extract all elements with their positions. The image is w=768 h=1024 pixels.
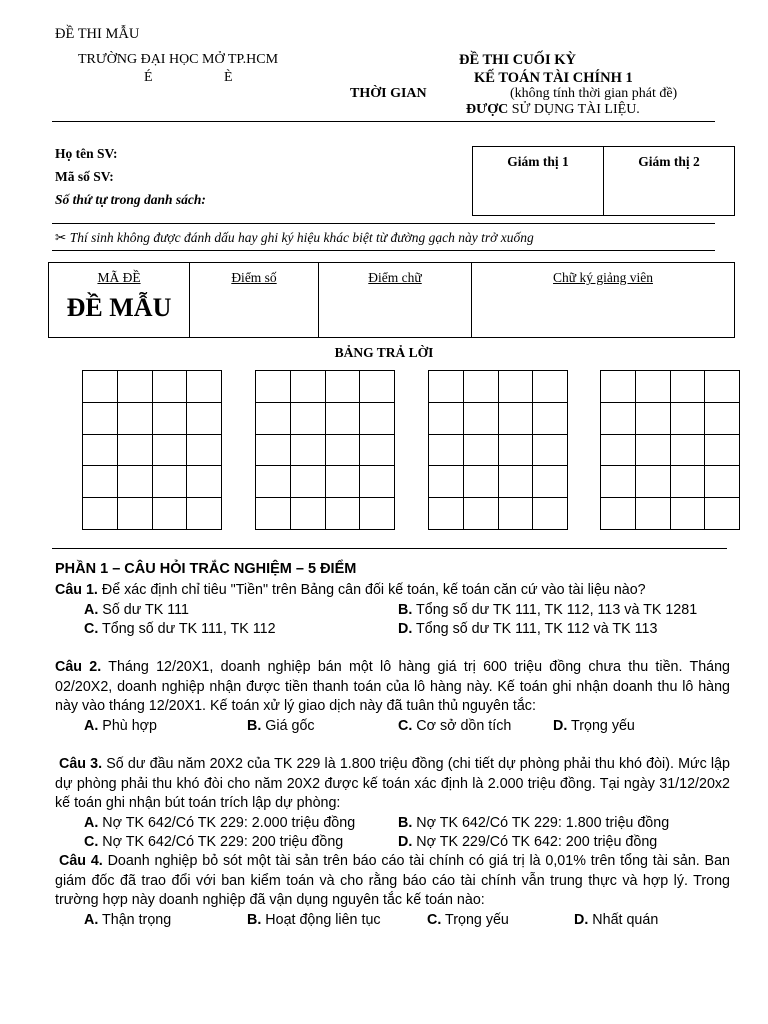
proctor-2-label: Giám thị 2	[638, 154, 700, 169]
cut-line-text: Thí sinh không được đánh dấu hay ghi ký hiệu khác biệt từ đường gạch này trở xuống	[69, 230, 534, 245]
question-4	[55, 852, 730, 911]
exam-code-value: ĐỀ MẪU	[66, 293, 172, 322]
question-3-number: Câu 3.	[59, 756, 103, 772]
time-note: (không tính thời gian phát đề)	[510, 86, 678, 101]
score-box	[48, 262, 735, 338]
question-2	[55, 658, 730, 717]
exam-title: ĐỀ THI CUỐI KỲ	[459, 52, 576, 68]
exam-code-label: MÃ ĐỀ	[97, 270, 141, 285]
q2-option-b[interactable]: B. Giá gốc	[247, 718, 315, 734]
exam-sample-label: ĐỀ THI MẪU	[55, 26, 140, 42]
q4-option-d[interactable]: D. Nhất quán	[574, 912, 659, 928]
proctor-1-label: Giám thị 1	[507, 154, 569, 169]
question-3-text: Số dư đầu năm 20X2 của TK 229 là 1.800 triệu đồng (chi tiết dự phòng phải thu khó đòi). Mức lập dự phòng phải thu khó đòi cho năm 20X2 được kế toán xác định là 2.000 triệu đồng. Tại ngày 31/12/20x2 kế toán ghi nhận bút toán trích lập dự phòng:	[55, 756, 730, 811]
student-order-label: Số thứ tự trong danh sách:	[55, 192, 206, 207]
question-3	[55, 755, 730, 814]
section-divider	[52, 548, 727, 549]
materials-note	[466, 102, 640, 118]
answer-grid-4[interactable]	[600, 370, 740, 530]
q4-option-b[interactable]: B. Hoạt động liên tục	[247, 912, 381, 928]
question-4-number: Câu 4.	[59, 853, 103, 869]
materials-allowed: ĐƯỢC	[466, 102, 509, 117]
student-name-label: Họ tên SV:	[55, 146, 118, 161]
q3-option-d[interactable]: D. Nợ TK 229/Có TK 642: 200 triệu đồng	[398, 834, 658, 850]
q3-option-b[interactable]: B. Nợ TK 642/Có TK 229: 1.800 triệu đồng	[398, 815, 670, 831]
scissors-icon: ✂	[55, 230, 67, 245]
cut-line-bottom	[52, 250, 715, 251]
q2-option-c[interactable]: C. Cơ sở dồn tích	[398, 718, 512, 734]
cut-line-note	[55, 230, 534, 246]
q1-option-c[interactable]: C. Tổng số dư TK 111, TK 112	[84, 621, 276, 637]
answer-grid-3[interactable]	[428, 370, 568, 530]
answer-grid-1[interactable]	[82, 370, 222, 530]
question-1-number: Câu 1.	[55, 582, 98, 598]
question-2-number: Câu 2.	[55, 659, 102, 675]
university-sub-mark-1: É	[144, 70, 153, 85]
cut-line-top	[52, 223, 715, 224]
lecturer-signature-label: Chữ ký giảng viên	[553, 270, 653, 285]
question-4-text: Doanh nghiệp bỏ sót một tài sản trên báo cáo tài chính có giá trị là 0,01% trên tổng tài sản. Ban giám đốc đã trao đổi với ban kiểm toán và cho rằng báo cáo tài chính vẫn trung thực và hợp lý. Trong trường hợp này doanh nghiệp đã vận dụng nguyên tắc kế toán nào:	[55, 853, 730, 908]
university-sub-mark-2: È	[224, 70, 233, 85]
proctor-signature-box	[472, 146, 735, 216]
q4-option-c[interactable]: C. Trọng yếu	[427, 912, 509, 928]
score-words-label: Điểm chữ	[368, 270, 422, 285]
header-divider	[52, 121, 715, 122]
question-2-text: Tháng 12/20X1, doanh nghiệp bán một lô hàng giá trị 600 triệu đồng chưa thu tiền. Tháng 02/20X2, doanh nghiệp nhận được tiền thanh toán của lô hàng này. Kế toán ghi nhận doanh thu lô hàng này vào tháng 12/20X1. Kế toán xử lý giao dịch này đã tuân thủ nguyên tắc:	[55, 659, 731, 714]
university-name: TRƯỜNG ĐẠI HỌC MỞ TP.HCM	[78, 52, 279, 67]
question-1	[55, 581, 730, 601]
materials-text: SỬ DỤNG TÀI LIỆU.	[511, 102, 640, 117]
answer-grid-2[interactable]	[255, 370, 395, 530]
section-title: PHẦN 1 – CÂU HỎI TRẮC NGHIỆM – 5 ĐIỂM	[55, 561, 357, 577]
subject-title: KẾ TOÁN TÀI CHÍNH 1	[474, 70, 633, 86]
q1-option-b[interactable]: B. Tổng số dư TK 111, TK 112, 113 và TK 1281	[398, 602, 698, 618]
q2-option-d[interactable]: D. Trọng yếu	[553, 718, 635, 734]
score-number-label: Điểm số	[231, 270, 277, 285]
q3-option-c[interactable]: C. Nợ TK 642/Có TK 229: 200 triệu đồng	[84, 834, 344, 850]
q3-option-a[interactable]: A. Nợ TK 642/Có TK 229: 2.000 triệu đồng	[84, 815, 356, 831]
question-1-text: Để xác định chỉ tiêu "Tiền" trên Bảng cân đối kế toán, kế toán căn cứ vào tài liệu nào?	[101, 582, 646, 598]
q4-option-a[interactable]: A. Thận trọng	[84, 912, 172, 928]
student-id-label: Mã số SV:	[55, 169, 114, 184]
q1-option-d[interactable]: D. Tổng số dư TK 111, TK 112 và TK 113	[398, 621, 658, 637]
q1-option-a[interactable]: A. Số dư TK 111	[84, 602, 189, 618]
time-label: THỜI GIAN	[350, 86, 427, 101]
q2-option-a[interactable]: A. Phù hợp	[84, 718, 157, 734]
answer-sheet-title: BẢNG TRẢ LỜI	[334, 345, 434, 360]
